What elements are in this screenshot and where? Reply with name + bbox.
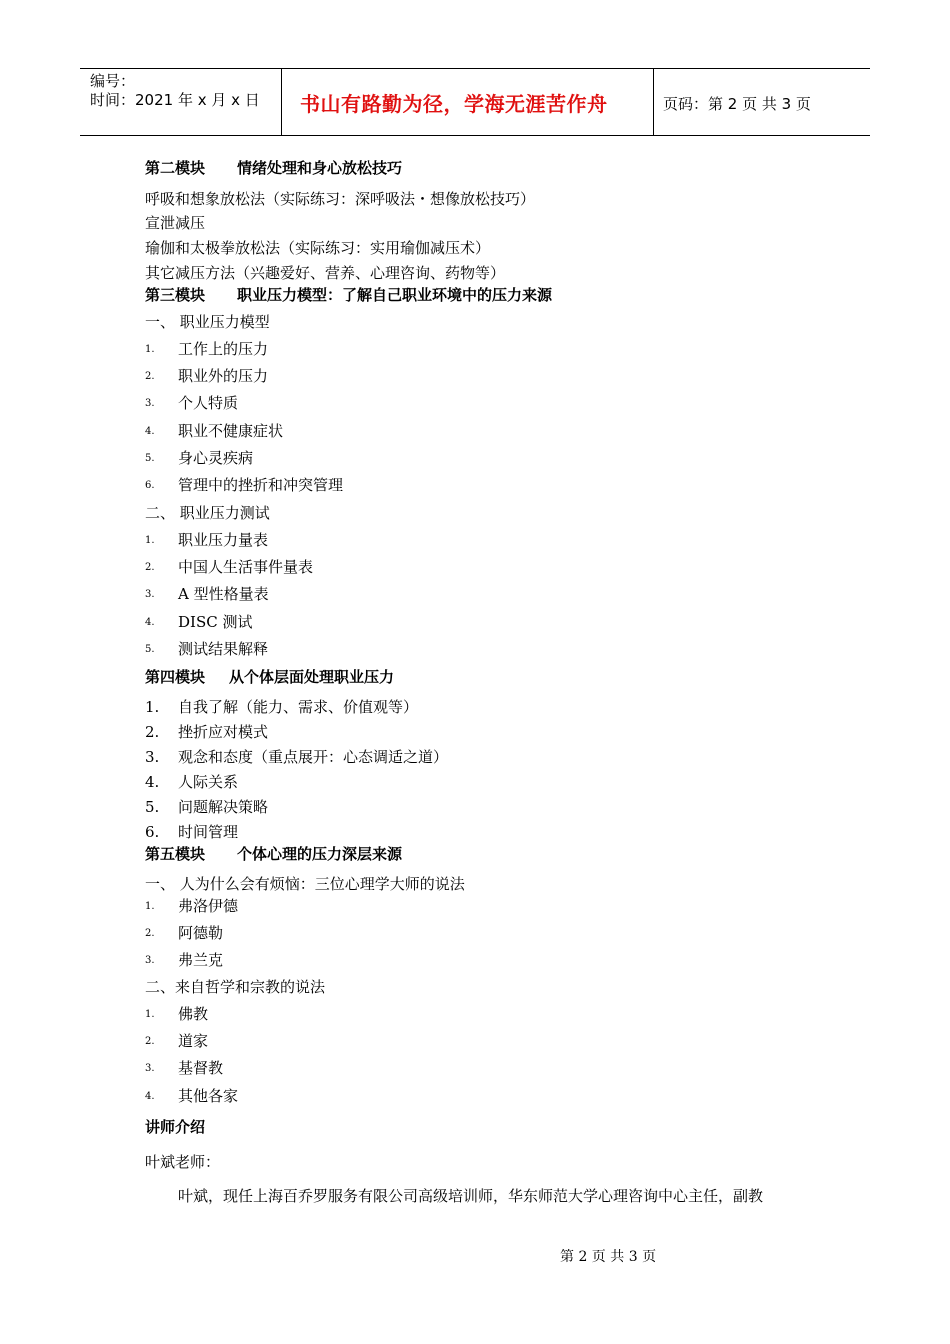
list-number: 3. (145, 955, 155, 966)
list-item: 佛教 (178, 1005, 209, 1023)
list-item: 观念和态度（重点展开：心态调适之道） (178, 748, 449, 766)
module2-heading (145, 158, 402, 178)
header-divider-left (281, 68, 282, 135)
list-item: 阿德勒 (178, 924, 224, 942)
module5-title: 第五模块 (145, 845, 206, 863)
list-number: 1. (145, 344, 155, 355)
list-item: 基督教 (178, 1059, 224, 1077)
list-number: 1. (145, 698, 160, 716)
list-number: 3. (145, 748, 160, 766)
list-number: 3. (145, 1063, 155, 1074)
list-number: 5. (145, 453, 155, 464)
module5-heading (145, 844, 402, 864)
header-number-label: 编号： (90, 72, 136, 90)
list-number: 1. (145, 535, 155, 546)
list-item: 中国人生活事件量表 (178, 558, 314, 576)
list-item: A 型性格量表 (178, 585, 269, 603)
list-item: 弗兰克 (178, 951, 224, 969)
list-item: 自我了解（能力、需求、价值观等） (178, 698, 419, 716)
module2-title: 第二模块 (145, 159, 206, 177)
list-number: 1. (145, 901, 155, 912)
list-item: 时间管理 (178, 823, 239, 841)
list-number: 3. (145, 398, 155, 409)
list-number: 6. (145, 823, 160, 841)
list-item: 测试结果解释 (178, 640, 269, 658)
list-item: 身心灵疾病 (178, 449, 254, 467)
header-page-label: 页码：第 2 页 共 3 页 (663, 95, 811, 113)
module2-subtitle: 情绪处理和身心放松技巧 (237, 159, 403, 177)
module5-section2: 二、来自哲学和宗教的说法 (145, 978, 326, 996)
list-item: 工作上的压力 (178, 340, 269, 358)
module2-line: 其它减压方法（兴趣爱好、营养、心理咨询、药物等） (145, 264, 506, 282)
module3-heading (145, 285, 552, 305)
list-item: DISC 测试 (178, 613, 253, 631)
list-item: 问题解决策略 (178, 798, 269, 816)
list-number: 3. (145, 589, 155, 600)
lecturer-heading: 讲师介绍 (145, 1118, 206, 1136)
header-time-label: 时间：2021 年 x 月 x 日 (90, 91, 260, 109)
module5-subtitle: 个体心理的压力深层来源 (237, 845, 403, 863)
list-number: 4. (145, 1091, 155, 1102)
module3-subtitle: 职业压力模型：了解自己职业环境中的压力来源 (237, 286, 553, 304)
list-number: 6. (145, 480, 155, 491)
list-item: 职业不健康症状 (178, 422, 284, 440)
list-number: 2. (145, 1036, 155, 1047)
list-item: 人际关系 (178, 773, 239, 791)
list-number: 2. (145, 928, 155, 939)
list-number: 4. (145, 773, 160, 791)
module2-line: 宣泄减压 (145, 214, 206, 232)
list-number: 4. (145, 426, 155, 437)
list-number: 5. (145, 798, 160, 816)
module3-title: 第三模块 (145, 286, 206, 304)
list-item: 道家 (178, 1032, 209, 1050)
list-number: 5. (145, 644, 155, 655)
list-item: 管理中的挫折和冲突管理 (178, 476, 344, 494)
list-number: 4. (145, 617, 155, 628)
module4-heading (145, 667, 394, 687)
header-bottom-rule (80, 135, 870, 136)
lecturer-bio: 叶斌，现任上海百乔罗服务有限公司高级培训师，华东师范大学心理咨询中心主任，副教 (178, 1187, 764, 1205)
list-item: 职业外的压力 (178, 367, 269, 385)
list-item: 职业压力量表 (178, 531, 269, 549)
module3-section1: 一、 职业压力模型 (145, 313, 270, 331)
list-number: 2. (145, 562, 155, 573)
header-top-rule (80, 68, 870, 69)
list-item: 个人特质 (178, 394, 239, 412)
module5-section1: 一、 人为什么会有烦恼：三位心理学大师的说法 (145, 875, 465, 893)
list-item: 弗洛伊德 (178, 897, 239, 915)
list-number: 2. (145, 723, 160, 741)
module3-section2: 二、 职业压力测试 (145, 504, 270, 522)
list-item: 其他各家 (178, 1087, 239, 1105)
list-number: 2. (145, 371, 155, 382)
header-motto: 书山有路勤为径，学海无涯苦作舟 (300, 92, 608, 116)
lecturer-name: 叶斌老师： (145, 1153, 221, 1171)
list-item: 挫折应对模式 (178, 723, 269, 741)
list-number: 1. (145, 1009, 155, 1020)
page-footer: 第 2 页 共 3 页 (560, 1249, 657, 1265)
header-divider-right (653, 68, 654, 135)
module2-line: 瑜伽和太极拳放松法（实际练习：实用瑜伽减压术） (145, 239, 491, 257)
module4-title: 第四模块 (145, 668, 206, 686)
module2-line: 呼吸和想象放松法（实际练习：深呼吸法・想像放松技巧） (145, 190, 536, 208)
module4-subtitle: 从个体层面处理职业压力 (229, 668, 395, 686)
